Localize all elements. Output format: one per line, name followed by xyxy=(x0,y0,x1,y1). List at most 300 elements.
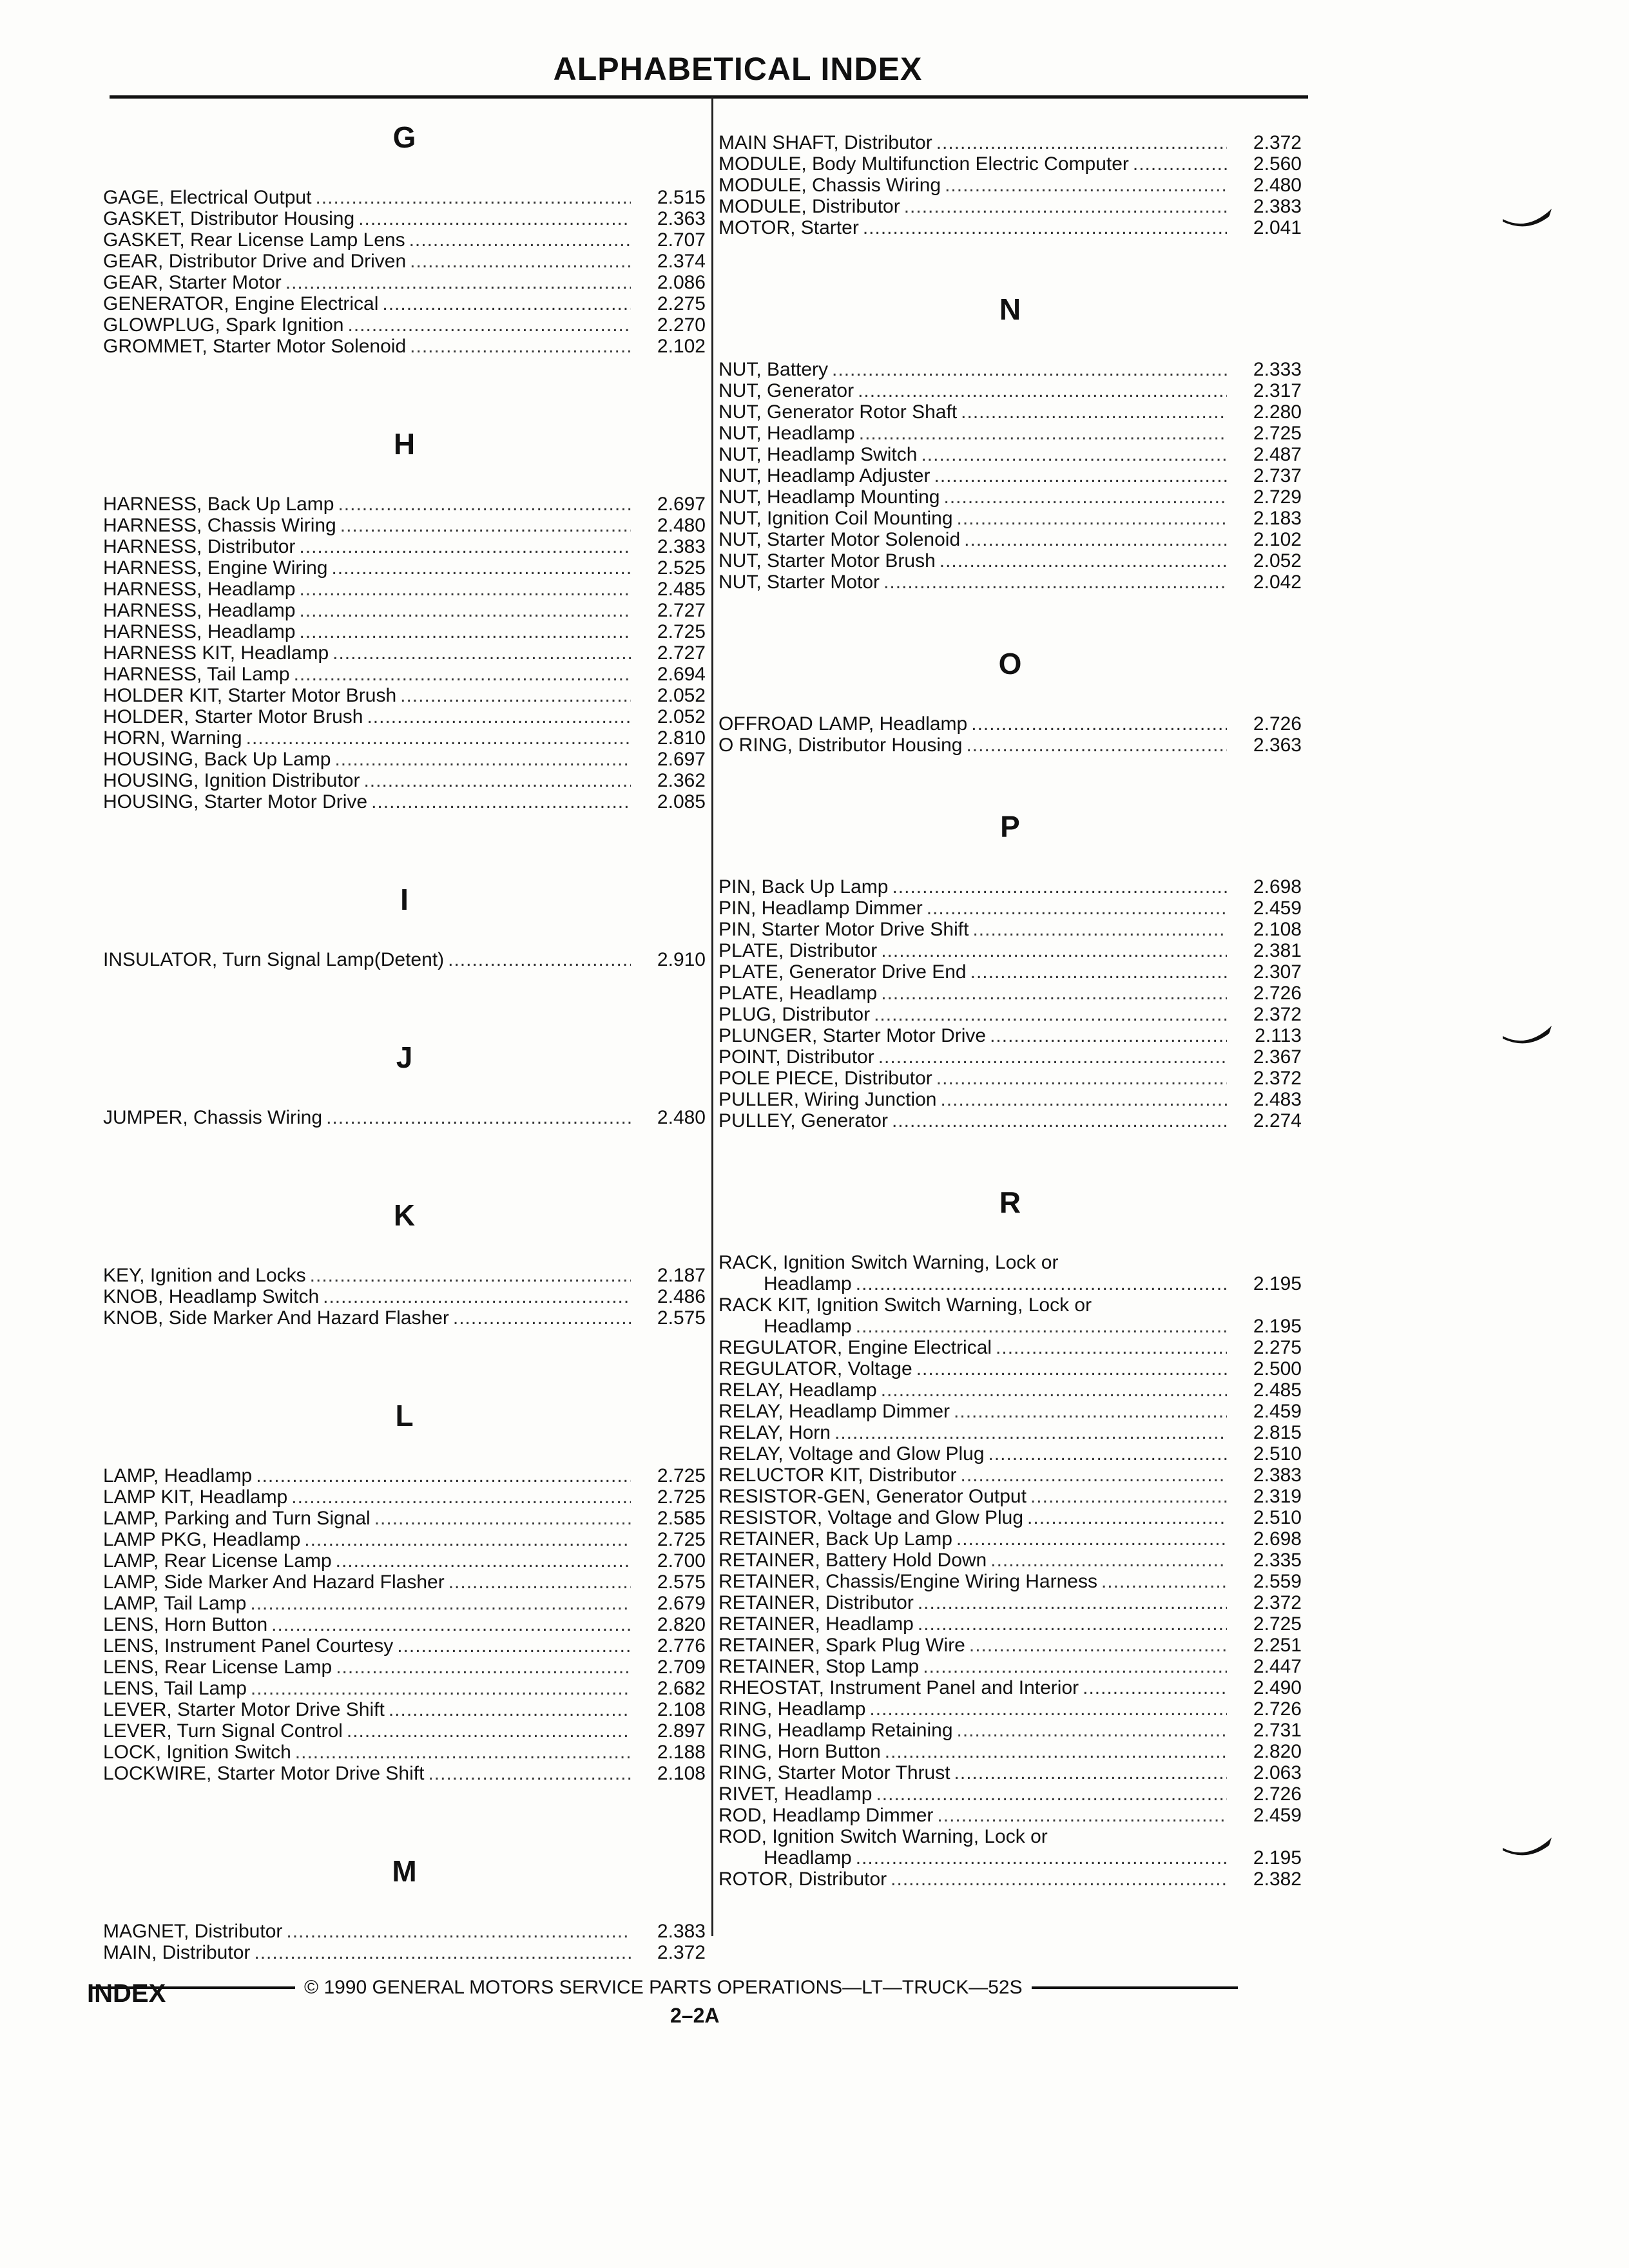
leader-dots xyxy=(1083,1677,1227,1698)
entry-name: HARNESS, Headlamp xyxy=(103,600,296,621)
index-entry xyxy=(718,1401,1302,1422)
copyright-text: © 1990 GENERAL MOTORS SERVICE PARTS OPERATIONS—LT—TRUCK—52S xyxy=(304,1977,1023,1998)
leader-dots xyxy=(250,1593,631,1614)
section-spacer xyxy=(103,1128,706,1193)
leader-dots xyxy=(891,1869,1227,1890)
leader-dots xyxy=(1030,1486,1227,1507)
leader-dots xyxy=(367,706,631,727)
leader-dots xyxy=(945,175,1227,196)
entry-page: 2.063 xyxy=(1253,1762,1302,1783)
entry-page: 2.317 xyxy=(1253,380,1302,401)
index-entry xyxy=(103,621,706,642)
entry-name: GROMMET, Starter Motor Solenoid xyxy=(103,336,407,357)
entry-page: 2.726 xyxy=(1253,1783,1302,1805)
entry-name: RACK KIT, Ignition Switch Warning, Lock or xyxy=(718,1294,1092,1316)
index-entry xyxy=(103,685,706,706)
entry-name: LAMP, Rear License Lamp xyxy=(103,1550,332,1571)
entry-name: HOUSING, Back Up Lamp xyxy=(103,749,331,770)
entry-page: 2.725 xyxy=(657,1465,706,1486)
entry-page: 2.052 xyxy=(657,706,706,727)
index-entry xyxy=(718,529,1302,550)
entry-page: 2.085 xyxy=(657,791,706,812)
entry-page: 2.372 xyxy=(1253,1004,1302,1025)
leader-dots xyxy=(881,1379,1227,1401)
index-entry xyxy=(718,401,1302,423)
entry-name: KNOB, Side Marker And Hazard Flasher xyxy=(103,1307,449,1329)
index-entry xyxy=(718,1422,1302,1443)
index-entry xyxy=(103,293,706,314)
section-spacer xyxy=(103,1784,706,1849)
index-entry xyxy=(103,1921,706,1942)
leader-dots xyxy=(881,940,1227,961)
section-spacer xyxy=(718,756,1302,804)
index-entry xyxy=(718,940,1302,961)
leader-dots xyxy=(299,600,631,621)
leader-dots xyxy=(970,961,1227,983)
index-section xyxy=(718,804,1302,1131)
index-entry xyxy=(103,1107,706,1128)
entry-name: INSULATOR, Turn Signal Lamp(Detent) xyxy=(103,949,445,970)
section-spacer xyxy=(103,812,706,877)
index-entry xyxy=(718,1571,1302,1592)
leader-dots xyxy=(374,1508,631,1529)
leader-dots xyxy=(286,1921,631,1942)
entry-page: 2.709 xyxy=(657,1657,706,1678)
index-entry xyxy=(718,444,1302,465)
entry-name: LAMP, Tail Lamp xyxy=(103,1593,247,1614)
entry-page: 2.052 xyxy=(657,685,706,706)
index-entry xyxy=(718,380,1302,401)
leader-dots xyxy=(338,494,631,515)
leader-dots xyxy=(246,727,631,749)
entry-page: 2.727 xyxy=(657,600,706,621)
entry-page: 2.188 xyxy=(657,1742,706,1763)
entry-page: 2.251 xyxy=(1253,1635,1302,1656)
entry-name: LENS, Tail Lamp xyxy=(103,1678,247,1699)
index-entry xyxy=(103,642,706,664)
entry-page: 2.108 xyxy=(657,1763,706,1784)
entry-name: LENS, Rear License Lamp xyxy=(103,1657,333,1678)
index-entry xyxy=(718,1613,1302,1635)
entry-page: 2.727 xyxy=(657,642,706,664)
entry-page: 2.575 xyxy=(657,1307,706,1329)
index-entry xyxy=(103,949,706,970)
leader-dots xyxy=(936,1068,1227,1089)
entry-page: 2.383 xyxy=(1253,196,1302,217)
entry-page: 2.187 xyxy=(657,1265,706,1286)
entry-page: 2.459 xyxy=(1253,1805,1302,1826)
entry-page: 2.459 xyxy=(1253,898,1302,919)
leader-dots xyxy=(397,1635,631,1657)
index-entry xyxy=(103,1720,706,1742)
section-letter: P xyxy=(1000,810,1020,843)
leader-dots xyxy=(885,1741,1227,1762)
entry-name: GEAR, Starter Motor xyxy=(103,272,282,293)
entry-name: RING, Headlamp Retaining xyxy=(718,1720,953,1741)
entry-name: HARNESS, Headlamp xyxy=(103,579,296,600)
leader-dots xyxy=(334,749,631,770)
leader-dots xyxy=(410,336,631,357)
entry-page: 2.776 xyxy=(657,1635,706,1657)
leader-dots xyxy=(916,1358,1227,1379)
leader-dots xyxy=(254,1942,631,1963)
entry-page: 2.820 xyxy=(657,1614,706,1635)
leader-dots xyxy=(371,791,631,812)
index-entry xyxy=(103,187,706,208)
entry-name: MODULE, Chassis Wiring xyxy=(718,175,941,196)
entry-name-continued: Headlamp xyxy=(764,1316,852,1337)
entry-name: HOUSING, Starter Motor Drive xyxy=(103,791,368,812)
entry-name: MODULE, Body Multifunction Electric Computer xyxy=(718,153,1129,175)
section-letter: L xyxy=(395,1399,414,1432)
entry-page: 2.707 xyxy=(657,229,706,251)
leader-dots xyxy=(448,949,631,970)
entry-name: RETAINER, Back Up Lamp xyxy=(718,1528,952,1550)
leader-dots xyxy=(883,572,1227,593)
index-section xyxy=(103,1849,706,1963)
section-letter: N xyxy=(999,293,1021,326)
index-entry xyxy=(718,1379,1302,1401)
entry-page: 2.815 xyxy=(1253,1422,1302,1443)
index-section xyxy=(718,1180,1302,1890)
index-entry xyxy=(718,1698,1302,1720)
section-letter: I xyxy=(400,883,409,916)
leader-dots xyxy=(892,1110,1227,1131)
entry-page: 2.274 xyxy=(1253,1110,1302,1131)
leader-dots xyxy=(856,1847,1227,1869)
entry-name: ROD, Ignition Switch Warning, Lock or xyxy=(718,1826,1048,1847)
entry-name: RING, Horn Button xyxy=(718,1741,881,1762)
entry-name: NUT, Headlamp xyxy=(718,423,855,444)
entry-name: PLATE, Generator Drive End xyxy=(718,961,967,983)
entry-page: 2.737 xyxy=(1253,465,1302,486)
index-entry xyxy=(103,749,706,770)
index-entry xyxy=(103,1763,706,1784)
index-entry xyxy=(718,1635,1302,1656)
entry-page: 2.367 xyxy=(1253,1046,1302,1068)
index-entry xyxy=(718,1783,1302,1805)
index-entry xyxy=(103,314,706,336)
entry-page: 2.897 xyxy=(657,1720,706,1742)
index-entry xyxy=(103,1529,706,1550)
entry-name: HARNESS, Distributor xyxy=(103,536,296,557)
index-entry xyxy=(103,1465,706,1486)
entry-name: RETAINER, Chassis/Engine Wiring Harness xyxy=(718,1571,1097,1592)
index-entry xyxy=(718,961,1302,983)
entry-name: LAMP KIT, Headlamp xyxy=(103,1486,288,1508)
entry-name: RESISTOR, Voltage and Glow Plug xyxy=(718,1507,1024,1528)
entry-page: 2.447 xyxy=(1253,1656,1302,1677)
index-entry xyxy=(718,1592,1302,1613)
entry-page: 2.485 xyxy=(1253,1379,1302,1401)
entry-page: 2.480 xyxy=(1253,175,1302,196)
index-entry xyxy=(103,515,706,536)
index-entry xyxy=(103,1571,706,1593)
index-entry xyxy=(718,1004,1302,1025)
entry-page: 2.810 xyxy=(657,727,706,749)
leader-dots xyxy=(863,217,1227,238)
page-number: 2–2A xyxy=(670,2004,720,2027)
entry-name: POLE PIECE, Distributor xyxy=(718,1068,932,1089)
section-spacer xyxy=(103,970,706,1035)
section-spacer xyxy=(718,593,1302,641)
leader-dots xyxy=(892,876,1227,898)
leader-dots xyxy=(856,1316,1227,1337)
section-label: INDEX xyxy=(87,1979,166,2008)
index-entry xyxy=(103,1699,706,1720)
leader-dots xyxy=(347,1720,631,1742)
leader-dots xyxy=(954,1401,1227,1422)
entry-page: 2.195 xyxy=(1253,1847,1302,1869)
leader-dots xyxy=(834,1422,1227,1443)
entry-name: LEVER, Starter Motor Drive Shift xyxy=(103,1699,385,1720)
entry-page: 2.525 xyxy=(657,557,706,579)
leader-dots xyxy=(918,1613,1227,1635)
leader-dots xyxy=(336,1657,631,1678)
entry-page: 2.679 xyxy=(657,1593,706,1614)
leader-dots xyxy=(954,1762,1227,1783)
column-divider xyxy=(711,97,713,1936)
entry-page: 2.195 xyxy=(1253,1273,1302,1294)
entry-page: 2.307 xyxy=(1253,961,1302,983)
right-column xyxy=(718,97,1302,1890)
entry-name: MAIN SHAFT, Distributor xyxy=(718,132,932,153)
leader-dots xyxy=(294,664,631,685)
leader-dots xyxy=(1133,153,1227,175)
entry-name: RETAINER, Stop Lamp xyxy=(718,1656,920,1677)
index-entry xyxy=(718,1294,1302,1337)
index-section xyxy=(103,421,706,812)
entry-name: PIN, Starter Motor Drive Shift xyxy=(718,919,969,940)
entry-page: 2.682 xyxy=(657,1678,706,1699)
entry-name: RELAY, Horn xyxy=(718,1422,831,1443)
entry-name: HARNESS, Back Up Lamp xyxy=(103,494,334,515)
leader-dots xyxy=(315,187,631,208)
entry-page: 2.052 xyxy=(1253,550,1302,572)
entry-page: 2.490 xyxy=(1253,1677,1302,1698)
leader-dots xyxy=(940,550,1227,572)
leader-dots xyxy=(876,1783,1227,1805)
entry-name: LAMP, Side Marker And Hazard Flasher xyxy=(103,1571,445,1593)
section-letter: O xyxy=(998,647,1022,680)
entry-page: 2.559 xyxy=(1253,1571,1302,1592)
entry-page: 2.086 xyxy=(657,272,706,293)
entry-page: 2.510 xyxy=(1253,1507,1302,1528)
entry-page: 2.480 xyxy=(657,515,706,536)
entry-name: HOLDER, Starter Motor Brush xyxy=(103,706,363,727)
binder-mark-icon xyxy=(1501,207,1553,233)
entry-page: 2.280 xyxy=(1253,401,1302,423)
entry-page: 2.487 xyxy=(1253,444,1302,465)
index-entry xyxy=(718,1443,1302,1465)
entry-name: PIN, Headlamp Dimmer xyxy=(718,898,923,919)
entry-page: 2.731 xyxy=(1253,1720,1302,1741)
entry-page: 2.700 xyxy=(657,1550,706,1571)
entry-name: ROD, Headlamp Dimmer xyxy=(718,1805,934,1826)
section-letter: H xyxy=(393,427,416,461)
leader-dots xyxy=(256,1465,631,1486)
index-entry xyxy=(718,919,1302,940)
entry-name: MAIN, Distributor xyxy=(103,1942,251,1963)
entry-page: 2.042 xyxy=(1253,572,1302,593)
entry-name: GEAR, Distributor Drive and Driven xyxy=(103,251,407,272)
entry-page: 2.372 xyxy=(1253,132,1302,153)
leader-dots xyxy=(310,1265,631,1286)
entry-page: 2.372 xyxy=(1253,1068,1302,1089)
entry-page: 2.726 xyxy=(1253,1698,1302,1720)
index-entry xyxy=(718,508,1302,529)
index-entry xyxy=(718,423,1302,444)
index-entry xyxy=(718,1089,1302,1110)
entry-page: 2.108 xyxy=(1253,919,1302,940)
entry-name-continued: Headlamp xyxy=(764,1273,852,1294)
index-entry xyxy=(103,579,706,600)
index-entry xyxy=(718,1805,1302,1826)
section-spacer xyxy=(103,1329,706,1393)
leader-dots xyxy=(966,735,1227,756)
entry-name: RACK, Ignition Switch Warning, Lock or xyxy=(718,1252,1059,1273)
leader-dots xyxy=(326,1107,631,1128)
entry-page: 2.382 xyxy=(1253,1869,1302,1890)
leader-dots xyxy=(874,1004,1227,1025)
leader-dots xyxy=(858,380,1227,401)
entry-name: RELUCTOR KIT, Distributor xyxy=(718,1465,957,1486)
entry-name: RHEOSTAT, Instrument Panel and Interior xyxy=(718,1677,1079,1698)
entry-page: 2.362 xyxy=(657,770,706,791)
entry-name: PLUNGER, Starter Motor Drive xyxy=(718,1025,987,1046)
entry-name: ROTOR, Distributor xyxy=(718,1869,887,1890)
leader-dots xyxy=(389,1699,631,1720)
entry-page: 2.275 xyxy=(657,293,706,314)
entry-page: 2.725 xyxy=(657,621,706,642)
entry-name: GLOWPLUG, Spark Ignition xyxy=(103,314,344,336)
entry-name: KEY, Ignition and Locks xyxy=(103,1265,306,1286)
index-entry xyxy=(103,1742,706,1763)
section-letter: R xyxy=(999,1186,1021,1219)
leader-dots xyxy=(940,1089,1227,1110)
entry-name: HARNESS, Headlamp xyxy=(103,621,296,642)
entry-name: HORN, Warning xyxy=(103,727,242,749)
index-entry xyxy=(103,557,706,579)
binder-mark-icon xyxy=(1501,1836,1553,1862)
leader-dots xyxy=(964,529,1227,550)
entry-name: GENERATOR, Engine Electrical xyxy=(103,293,379,314)
entry-name: NUT, Ignition Coil Mounting xyxy=(718,508,953,529)
entry-name: REGULATOR, Voltage xyxy=(718,1358,912,1379)
entry-name: RING, Headlamp xyxy=(718,1698,866,1720)
entry-page: 2.575 xyxy=(657,1571,706,1593)
entry-name: NUT, Headlamp Switch xyxy=(718,444,918,465)
entry-page: 2.510 xyxy=(1253,1443,1302,1465)
index-entry xyxy=(718,713,1302,735)
leader-dots xyxy=(323,1286,631,1307)
entry-name: JUMPER, Chassis Wiring xyxy=(103,1107,323,1128)
entry-page: 2.486 xyxy=(657,1286,706,1307)
leader-dots xyxy=(988,1443,1228,1465)
entry-page: 2.726 xyxy=(1253,713,1302,735)
index-entry xyxy=(718,1528,1302,1550)
entry-page: 2.113 xyxy=(1255,1025,1302,1046)
entry-page: 2.560 xyxy=(1253,153,1302,175)
index-entry xyxy=(103,1286,706,1307)
index-entry xyxy=(103,336,706,357)
index-entry xyxy=(103,727,706,749)
index-section xyxy=(103,877,706,970)
entry-page: 2.515 xyxy=(657,187,706,208)
index-entry xyxy=(718,1741,1302,1762)
leader-dots xyxy=(1027,1507,1227,1528)
index-entry xyxy=(718,1762,1302,1783)
leader-dots xyxy=(878,1046,1227,1068)
section-spacer xyxy=(718,1131,1302,1180)
entry-name: HARNESS, Chassis Wiring xyxy=(103,515,336,536)
entry-name: MOTOR, Starter xyxy=(718,217,859,238)
entry-name: MODULE, Distributor xyxy=(718,196,900,217)
leader-dots xyxy=(961,401,1227,423)
index-entry xyxy=(103,1486,706,1508)
leader-dots xyxy=(410,251,631,272)
entry-name: GASKET, Distributor Housing xyxy=(103,208,355,229)
entry-page: 2.381 xyxy=(1253,940,1302,961)
entry-name: RETAINER, Headlamp xyxy=(718,1613,914,1635)
entry-name-continued: Headlamp xyxy=(764,1847,852,1869)
entry-name: NUT, Headlamp Adjuster xyxy=(718,465,930,486)
section-spacer xyxy=(103,357,706,421)
index-entry xyxy=(718,735,1302,756)
entry-page: 2.725 xyxy=(657,1486,706,1508)
section-letter: J xyxy=(396,1041,413,1074)
entry-page: 2.480 xyxy=(657,1107,706,1128)
entry-name: PIN, Back Up Lamp xyxy=(718,876,889,898)
index-entry xyxy=(103,1550,706,1571)
index-section xyxy=(718,287,1302,593)
leader-dots xyxy=(295,1742,631,1763)
entry-page: 2.108 xyxy=(657,1699,706,1720)
entry-name: RELAY, Headlamp Dimmer xyxy=(718,1401,950,1422)
leader-dots xyxy=(934,465,1227,486)
index-entry xyxy=(103,791,706,812)
index-entry xyxy=(103,1307,706,1329)
leader-dots xyxy=(347,314,631,336)
leader-dots xyxy=(904,196,1227,217)
index-entry xyxy=(718,1025,1302,1046)
leader-dots xyxy=(856,1273,1227,1294)
entry-name: GASKET, Rear License Lamp Lens xyxy=(103,229,405,251)
entry-name: RESISTOR-GEN, Generator Output xyxy=(718,1486,1027,1507)
section-letter: G xyxy=(392,120,416,154)
entry-name: NUT, Battery xyxy=(718,359,829,380)
leader-dots xyxy=(957,508,1227,529)
leader-dots xyxy=(358,208,631,229)
entry-page: 2.363 xyxy=(657,208,706,229)
entry-name: LENS, Horn Button xyxy=(103,1614,268,1635)
entry-name: PULLEY, Generator xyxy=(718,1110,888,1131)
entry-page: 2.729 xyxy=(1253,486,1302,508)
entry-name: LAMP, Parking and Turn Signal xyxy=(103,1508,371,1529)
index-entry xyxy=(103,706,706,727)
leader-dots xyxy=(336,1550,631,1571)
entry-name: LOCK, Ignition Switch xyxy=(103,1742,291,1763)
leader-dots xyxy=(1101,1571,1227,1592)
entry-page: 2.697 xyxy=(657,749,706,770)
entry-page: 2.333 xyxy=(1253,359,1302,380)
leader-dots xyxy=(957,1720,1227,1741)
index-entry xyxy=(718,1720,1302,1741)
entry-page: 2.820 xyxy=(1253,1741,1302,1762)
leader-dots xyxy=(927,898,1227,919)
entry-name: HARNESS, Tail Lamp xyxy=(103,664,290,685)
index-entry xyxy=(103,600,706,621)
